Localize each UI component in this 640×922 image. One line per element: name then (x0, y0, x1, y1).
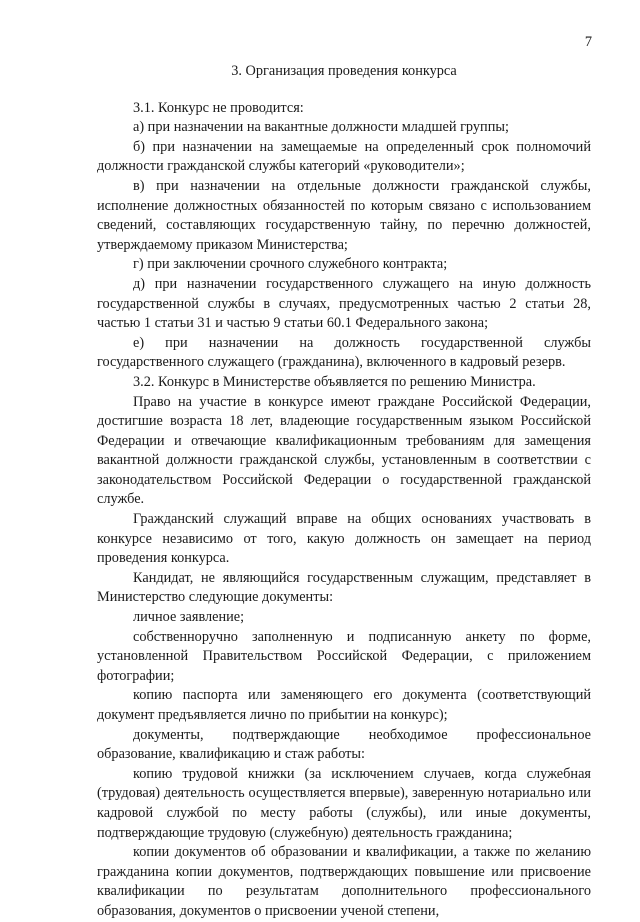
paragraph-3-2: 3.2. Конкурс в Министерстве объявляется по решению Министра. (133, 373, 536, 390)
paragraph-candidate-documents: Кандидат, не являющийся государственным служащим, представляет в Министерство следующие документы: (97, 569, 591, 606)
paragraph-item-d: д) при назначении государственного служащего на иную должность государственной службы в случаях, предусмотренных частью 2 статьи 28, частью 1 статьи 31 и частью 9 статьи 60.1 Федерального закона; (97, 275, 591, 332)
paragraph-3-1: 3.1. Конкурс не проводится: (133, 99, 304, 116)
paragraph-eligibility: Право на участие в конкурсе имеют граждане Российской Федерации, достигшие возраста 18 лет, владеющие государственным языком Российской Федерации и отвечающие квалификационным требованиям для замещения вакантной должности гражданской службы, установленным в соответствии с законодательством Российской Федерации о государственной гражданской службе. (97, 393, 591, 508)
list-item-education-documents: документы, подтверждающие необходимое профессиональное образование, квалификацию и стаж работы: (97, 726, 591, 763)
paragraph-item-a: а) при назначении на вакантные должности младшей группы; (133, 119, 509, 136)
paragraph-item-e: е) при назначении на должность государственной службы государственного служащего (гражданина), включенного в кадровый резерв. (97, 334, 591, 371)
page-number: 7 (584, 34, 592, 50)
paragraph-item-g: г) при заключении срочного служебного контракта; (133, 256, 448, 273)
section-title: 3. Организация проведения конкурса (231, 63, 457, 79)
list-item-questionnaire: собственноручно заполненную и подписанную анкету по форме, установленной Правительством Российской Федерации, с приложением фотографии; (97, 628, 591, 684)
document-body (97, 62, 591, 922)
paragraph-civil-servant: Гражданский служащий вправе на общих основаниях участвовать в конкурсе независимо от того, какую должность он замещает на период проведения конкурса. (97, 511, 591, 567)
paragraph-item-b: б) при назначении на замещаемые на определенный срок полномочий должности гражданской службы категорий «руководители»; (97, 138, 591, 175)
paragraph-item-v: в) при назначении на отдельные должности гражданской службы, исполнение должностных обязанностей по которым связано с использованием сведений, составляющих государственную тайну, по перечню должностей, утверждаемому приказом Министерства; (97, 177, 591, 253)
list-item-employment-record: копию трудовой книжки (за исключением случаев, когда служебная (трудовая) деятельность осуществляется впервые), заверенную нотариально или кадровой службой по месту работы (службы), или иные документы, подтверждающие трудовую (служебную) деятельность гражданина; (97, 765, 591, 841)
list-item-passport: копию паспорта или заменяющего его документа (соответствующий документ предъявляется лично по прибытии на конкурс); (97, 687, 591, 723)
list-item-diplomas: копии документов об образовании и квалификации, а также по желанию гражданина копии документов, подтверждающих повышение или присвоение квалификации по результатам дополнительного профессионального образования, документов о присвоении ученой степени, (97, 844, 591, 919)
list-item-application: личное заявление; (133, 609, 245, 626)
